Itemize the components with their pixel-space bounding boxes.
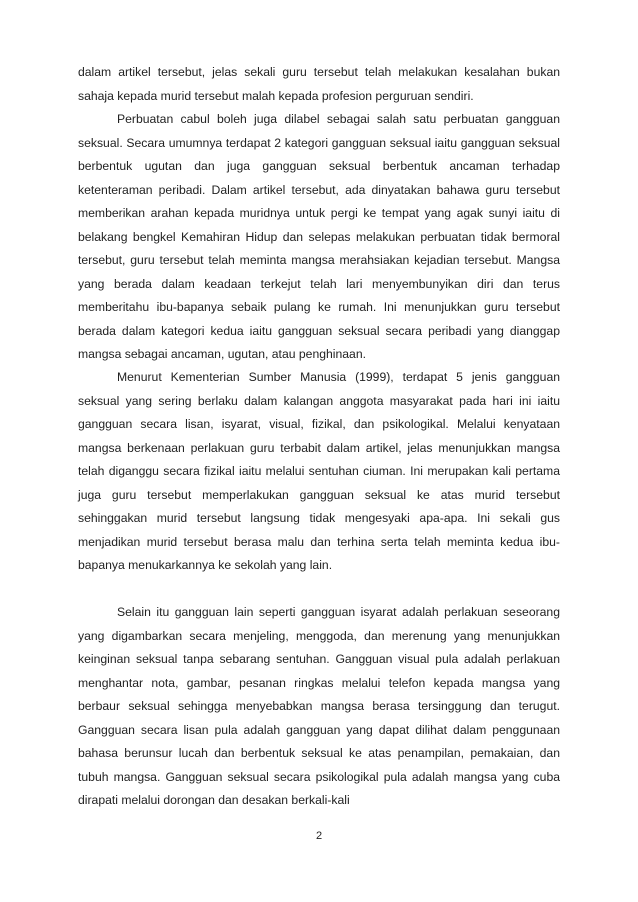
paragraph-continuation: dalam artikel tersebut, jelas sekali guru tersebut telah melakukan kesalahan bukan sahaja kepada murid tersebut malah kepada profesion perguruan sendiri. [78,65,560,103]
paragraph-other-harassment: Selain itu gangguan lain seperti gangguan isyarat adalah perlakuan seseorang yang digambarkan secara menjeling, menggoda, dan merenung yang menunjukkan keinginan seksual tanpa sebarang sentuhan. Gangguan visual pula adalah perlakuan menghantar nota, gambar, pesanan ringkas melalui telefon kepada mangsa yang berbaur seksual sehingga menyebabkan mangsa berasa tersinggung dan terugut. Gangguan secara lisan pula adalah gangguan yang dapat dilihat dalam penggunaan bahasa berunsur lucah dan berbentuk seksual ke atas penampilan, pemakaian, dan tubuh mangsa. Gangguan seksual secara psikologikal pula adalah mangsa yang cuba dirapati melalui dorongan dan desakan berkali-kali [78,605,560,807]
paragraph-harassment-types: Menurut Kementerian Sumber Manusia (1999), terdapat 5 jenis gangguan seksual yang sering berlaku dalam kalangan anggota masyarakat pada hari ini iaitu gangguan secara lisan, isyarat, visual, fizikal, dan psikologikal. Melalui kenyataan mangsa berkenaan perlakuan guru terbabit dalam artikel, jelas menunjukkan mangsa telah diganggu secara fizikal iaitu melalui sentuhan ciuman. Ini merupakan kali pertama juga guru tersebut memperlakukan gangguan seksual ke atas murid tersebut sehinggakan murid tersebut langsung tidak mengesyaki apa-apa. Ini sekali gus menjadikan murid tersebut berasa malu dan terhina serta telah meminta kedua ibu-bapanya menukarkannya ke sekolah yang lain. [78,370,560,572]
text-block-bottom [78,601,560,813]
text-block-top [78,61,560,367]
text-block-middle [78,366,560,578]
paragraph-sexual-harassment-categories: Perbuatan cabul boleh juga dilabel sebagai salah satu perbuatan gangguan seksual. Secara umumnya terdapat 2 kategori gangguan seksual iaitu gangguan seksual berbentuk ugutan dan juga gangguan seksual berbentuk ancaman terhadap ketenteraman peribadi. Dalam artikel tersebut, ada dinyatakan bahawa guru tersebut memberikan arahan kepada muridnya untuk pergi ke tempat yang agak sunyi iaitu di belakang bengkel Kemahiran Hidup dan selepas melakukan perbuatan tidak bermoral tersebut, guru tersebut telah meminta mangsa merahsiakan kejadian tersebut. Mangsa yang berada dalam keadaan terkejut telah lari menyembunyikan diri dan terus memberitahu ibu-bapanya sebaik pulang ke rumah. Ini menunjukkan guru tersebut berada dalam kategori kedua iaitu gangguan seksual secara peribadi yang dianggap mangsa sebagai ancaman, ugutan, atau penghinaan. [78,112,560,361]
page-number: 2 [315,830,323,842]
